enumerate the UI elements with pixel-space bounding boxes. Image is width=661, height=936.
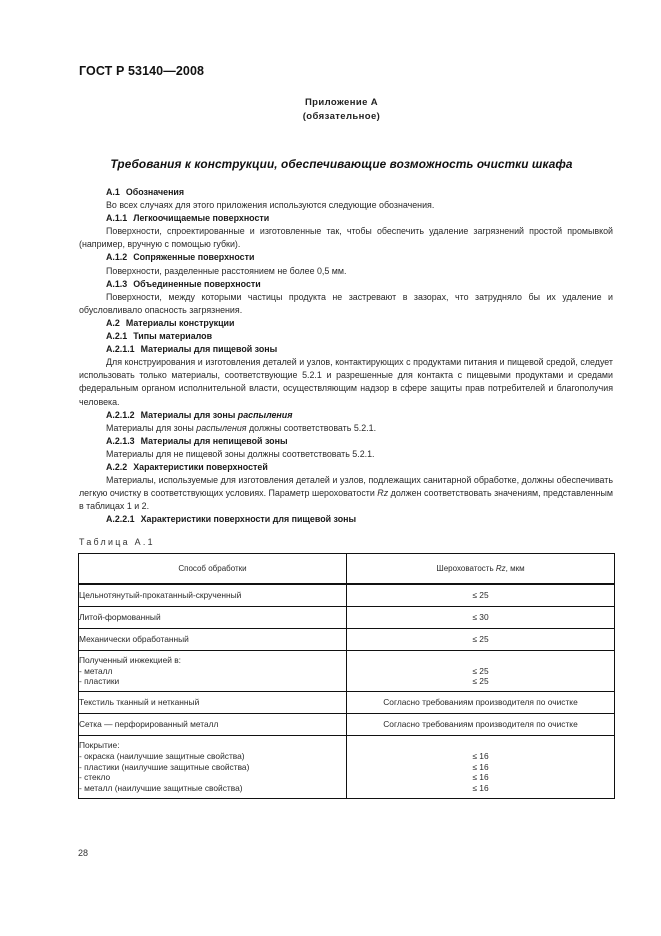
section-heading-a12: А.1.2 Сопряженные поверхности — [106, 252, 255, 263]
page-number: 28 — [78, 848, 89, 858]
table-row — [79, 607, 615, 629]
table-row — [79, 584, 615, 607]
section-text-a12: Поверхности, разделенные расстоянием не более 0,5 мм. — [106, 265, 347, 276]
section-text-a213: Материалы для не пищевой зоны должны соответствовать 5.2.1. — [106, 448, 375, 459]
section-heading-a2: А.2 Материалы конструкции — [106, 317, 235, 328]
section-heading-a11: А.1.1 Легкоочищаемые поверхности — [106, 213, 270, 224]
cell-method: Полученный инжекцией в: - металл - пластики — [79, 651, 347, 692]
section-text-a1: Во всех случаях для этого приложения используются следующие обозначения. — [106, 200, 435, 211]
cell-value: ≤ 30 — [347, 607, 615, 629]
cell-value: ≤ 25 — [347, 629, 615, 651]
cell-value: Согласно требованиям производителя по очистке — [347, 714, 615, 736]
section-heading-a1: А.1 Обозначения — [106, 187, 185, 197]
section-text-a22: Материалы, используемые для изготовления деталей и узлов, подлежащих санитарной обработке, должны обеспечивать легкую очистку в соответствующих условиях. Параметр шероховатости Rz должен соответствовать значениям, представленным в таблицах 1 и 2. — [79, 475, 613, 512]
cell-method: Литой-формованный — [79, 607, 347, 629]
section-heading-a13: А.1.3 Объединенные поверхности — [106, 278, 261, 289]
cell-value: ≤ 25 — [347, 584, 615, 607]
section-text-a13: Поверхности, между которыми частицы продукта не застревают в зазорах, что затрудняло бы их удаление и обусловливало опасность загрязнения. — [79, 291, 613, 315]
header-roughness: Шероховатость Rz, мкм — [347, 554, 615, 585]
section-heading-a212: А.2.1.2 Материалы для зоны распыления — [106, 409, 293, 420]
section-heading-a211: А.2.1.1 Материалы для пищевой зоны — [106, 344, 278, 355]
cell-value: ≤ 25 ≤ 25 — [347, 651, 615, 692]
annex-status: (обязательное) — [302, 111, 381, 122]
main-title: Требования к конструкции, обеспечивающие возможность очистки шкафа — [110, 157, 573, 171]
table-caption: Таблица А.1 — [79, 537, 155, 547]
cell-method: Текстиль тканный и нетканный — [79, 692, 347, 714]
cell-method: Сетка — перфорированный металл — [79, 714, 347, 736]
table-row — [79, 692, 615, 714]
table-row — [79, 651, 615, 692]
roughness-table — [78, 553, 615, 799]
section-heading-a22: А.2.2 Характеристики поверхностей — [106, 461, 268, 472]
table-row — [79, 629, 615, 651]
cell-value: ≤ 16 ≤ 16 ≤ 16 ≤ 16 — [347, 736, 615, 799]
section-heading-a21: А.2.1 Типы материалов — [106, 331, 213, 342]
cell-method: Покрытие: - окраска (наилучшие защитные свойства) - пластики (наилучшие защитные свойства) - стекло - металл (наилучшие защитные свойства) — [79, 736, 347, 799]
section-heading-a221: А.2.2.1 Характеристики поверхности для пищевой зоны — [106, 514, 357, 525]
section-heading-a213: А.2.1.3 Материалы для непищевой зоны — [106, 435, 288, 446]
cell-method: Механически обработанный — [79, 629, 347, 651]
section-text-a11: Поверхности, спроектированные и изготовленные так, чтобы обеспечить удаление загрязнений простой промывкой (например, вручную с помощью губки). — [79, 226, 613, 250]
cell-method: Цельнотянутый-прокатанный-скрученный — [79, 584, 347, 607]
document-id: ГОСТ Р 53140—2008 — [79, 64, 205, 78]
section-text-a212: Материалы для зоны распыления должны соответствовать 5.2.1. — [106, 422, 377, 433]
table-row — [79, 714, 615, 736]
cell-value: Согласно требованиям производителя по очистке — [347, 692, 615, 714]
header-method: Способ обработки — [79, 554, 347, 585]
table-header-row — [79, 554, 615, 585]
section-text-a211: Для конструирования и изготовления деталей и узлов, контактирующих с продуктами питания и пищевой средой, следует использовать только материалы, соответствующие 5.2.1 и разрешенные для контакта с пищевыми продуктами и средами федеральным органом исполнительной власти, осуществляющим надзор в сфере защиты прав потребителей и благополучия человека. — [79, 357, 613, 407]
document-body — [79, 186, 613, 526]
table-row — [79, 736, 615, 799]
annex-title: Приложение А — [304, 97, 379, 108]
